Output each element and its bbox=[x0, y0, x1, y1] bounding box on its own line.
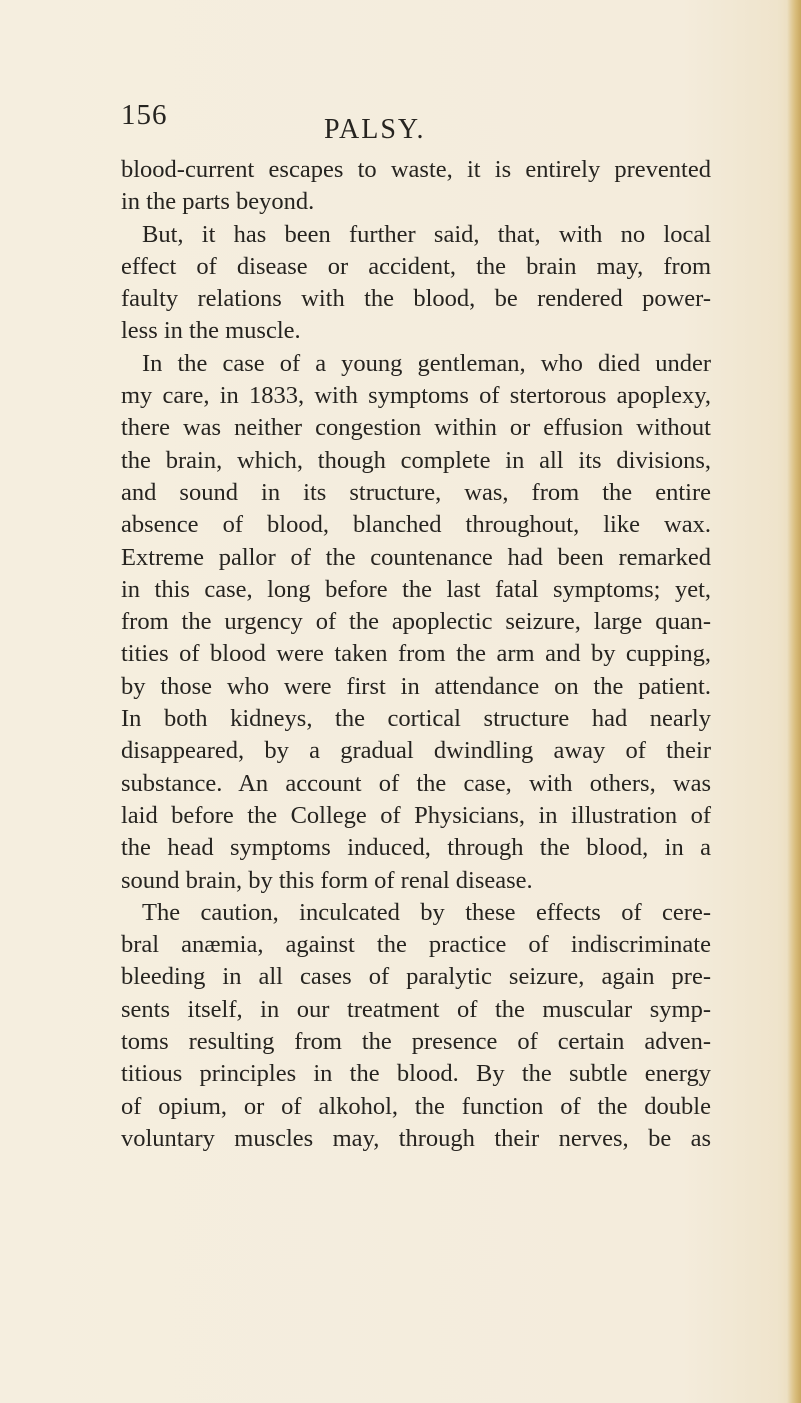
text-line: disappeared, by a gradual dwindling away of their bbox=[121, 737, 711, 765]
text-line: titious principles in the blood. By the subtle energy bbox=[121, 1060, 711, 1088]
text-line: absence of blood, blanched throughout, like wax. bbox=[121, 511, 711, 539]
text-line: The caution, inculcated by these effects of cere- bbox=[142, 898, 711, 926]
text-line: tities of blood were taken from the arm and by cupping, bbox=[121, 640, 711, 668]
text-line: But, it has been further said, that, with no local bbox=[142, 220, 711, 248]
text-line: from the urgency of the apoplectic seizure, large quan- bbox=[121, 608, 711, 636]
body-text bbox=[121, 154, 711, 1155]
text-line: bral anæmia, against the practice of indiscriminate bbox=[121, 931, 711, 959]
text-line: blood-current escapes to waste, it is entirely prevented bbox=[121, 156, 711, 183]
text-line: faulty relations with the blood, be rendered power- bbox=[121, 285, 711, 313]
text-line: there was neither congestion within or effusion without bbox=[121, 414, 711, 442]
text-line: and sound in its structure, was, from the entire bbox=[121, 478, 711, 506]
text-line: Extreme pallor of the countenance had been remarked bbox=[121, 543, 711, 571]
text-line: toms resulting from the presence of certain adven- bbox=[121, 1028, 711, 1056]
text-line: by those who were first in attendance on the patient. bbox=[121, 672, 711, 700]
page-edge bbox=[787, 0, 801, 1403]
text-line: sents itself, in our treatment of the muscular symp- bbox=[121, 995, 711, 1023]
text-line: in this case, long before the last fatal symptoms; yet, bbox=[121, 575, 711, 603]
text-line: In the case of a young gentleman, who died under bbox=[142, 349, 711, 377]
text-line: my care, in 1833, with symptoms of stertorous apoplexy, bbox=[121, 382, 711, 410]
text-line: substance. An account of the case, with others, was bbox=[121, 769, 711, 797]
text-line: in the parts beyond. bbox=[121, 188, 315, 216]
text-line: the head symptoms induced, through the blood, in a bbox=[121, 834, 711, 862]
text-line: voluntary muscles may, through their nerves, be as bbox=[121, 1124, 711, 1152]
text-line: laid before the College of Physicians, in illustration of bbox=[121, 801, 711, 829]
text-line: In both kidneys, the cortical structure had nearly bbox=[121, 705, 711, 733]
text-line: effect of disease or accident, the brain may, from bbox=[121, 252, 711, 280]
running-head: PALSY. bbox=[324, 114, 426, 145]
text-line: bleeding in all cases of paralytic seizure, again pre- bbox=[121, 963, 711, 991]
text-line: sound brain, by this form of renal disease. bbox=[121, 866, 533, 894]
text-line: of opium, or of alkohol, the function of the double bbox=[121, 1092, 711, 1120]
text-line: the brain, which, though complete in all its divisions, bbox=[121, 446, 711, 474]
text-line: less in the muscle. bbox=[121, 317, 301, 345]
page-number: 156 bbox=[121, 99, 168, 131]
